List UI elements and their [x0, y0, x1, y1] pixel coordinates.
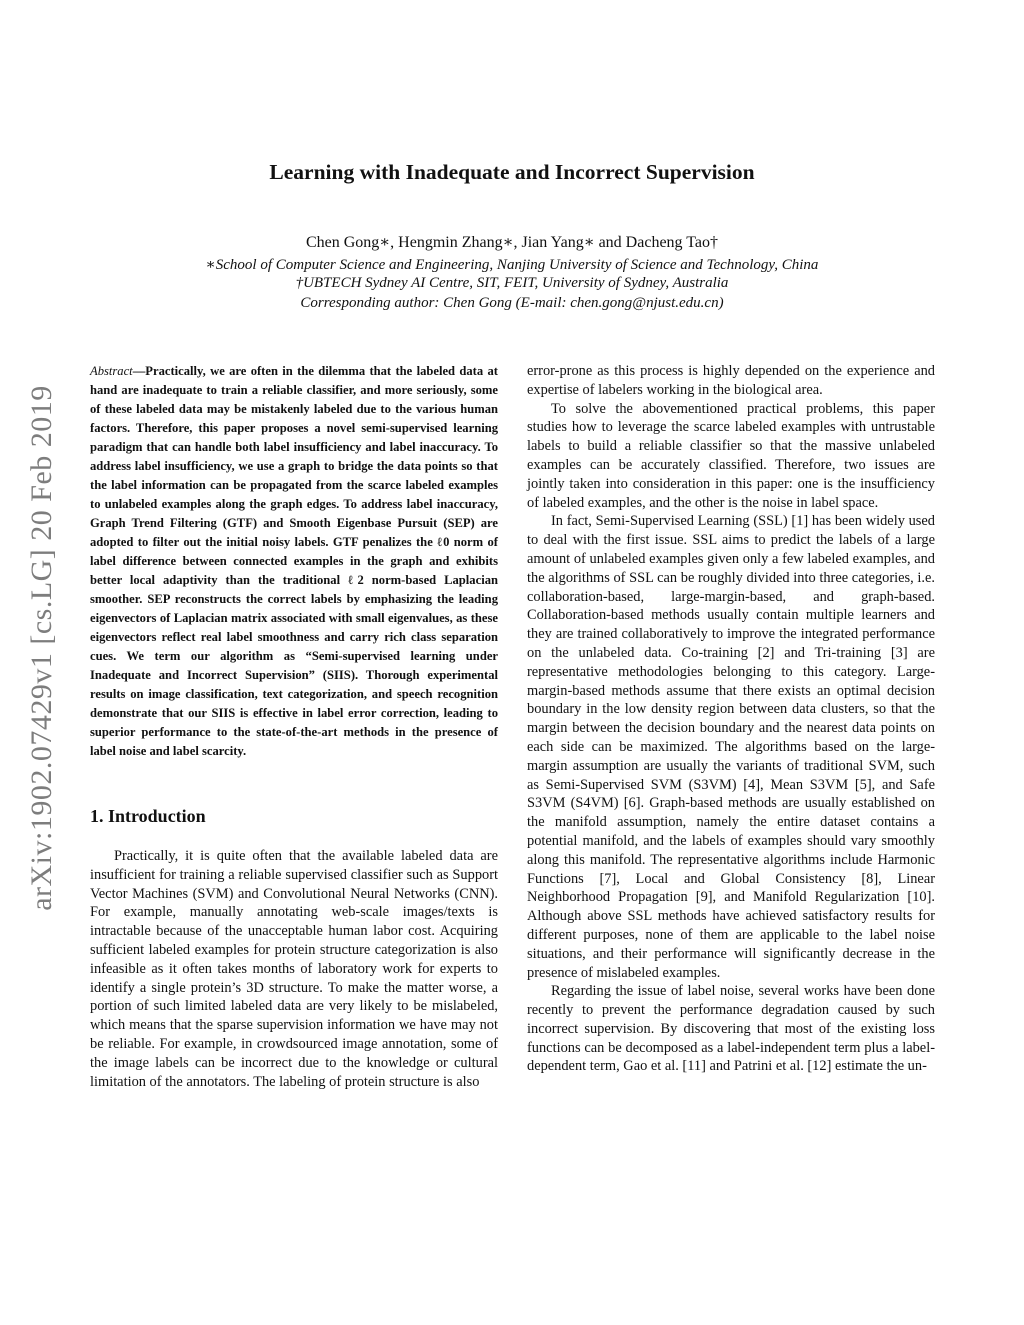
section-heading-introduction: 1. Introduction: [90, 806, 206, 826]
arxiv-identifier-stamp: [18, 358, 66, 938]
abstract: [90, 362, 498, 761]
intro-paragraph-2: To solve the abovementioned practical problems, this paper studies how to leverage the scarce labeled examples with untrustable labels to build a reliable classifier so that the massive unlabeled examples can be accurately classified. Therefore, two issues are jointly taken into consideration in this paper: one is the insufficiency of labeled examples, and the other is the noise in label space.: [527, 400, 935, 511]
intro-paragraph-4: Regarding the issue of label noise, several works have been done recently to prevent the performance degradation caused by such incorrect supervision. By discovering that most of the existing loss functions can be decomposed as a label-independent term plus a label-dependent term, Gao et al. [11] and Patrini et al. [12] estimate the un-: [527, 983, 935, 1075]
arxiv-identifier-text: arXiv:1902.07429v1 [cs.LG] 20 Feb 2019: [25, 385, 59, 911]
abstract-text: —Practically, we are often in the dilemma that the labeled data at hand are inadequate to train a reliable classifier, and more seriously, some of these labeled data may be mistakenly labeled due to the various human factors. Therefore, this paper proposes a novel semi-supervised learning paradigm that can handle both label insufficiency and label inaccuracy. To address label insufficiency, we use a graph to bridge the data points so that the label information can be propagated from the scarce labeled examples to unlabeled examples along the graph edges. To address label inaccuracy, Graph Trend Filtering (GTF) and Smooth Eigenbase Pursuit (SEP) are adopted to filter out the initial noisy labels. GTF penalizes the ℓ0 norm of label difference between connected examples in the graph and exhibits better local adaptivity than the traditional ℓ2 norm-based Laplacian smoother. SEP reconstructs the correct labels by emphasizing the leading eigenvectors of Laplacian matrix associated with small eigenvalues, as these eigenvectors reflect real label smoothness and carry rich class separation cues. We term our algorithm as “Semi-supervised learning under Inadequate and Incorrect Supervision” (SIIS). Thorough experimental results on image classification, text categorization, and speech recognition demonstrate that our SIIS is effective in label error correction, leading to superior performance to the state-of-the-art methods in the presence of label noise and label scarcity.: [90, 364, 498, 758]
left-column: [90, 362, 498, 1091]
affiliation-nanjing: ∗School of Computer Science and Engineering, Nanjing University of Science and Technology, China: [205, 257, 819, 273]
corresponding-author: Corresponding author: Chen Gong (E-mail: chen.gong@njust.edu.cn): [300, 295, 724, 311]
author-list: Chen Gong∗, Hengmin Zhang∗, Jian Yang∗ and Dacheng Tao†: [305, 234, 719, 251]
intro-paragraph-1: Practically, it is quite often that the available labeled data are insufficient for training a reliable supervised classifier such as Support Vector Machines (SVM) and Convolutional Neural Networks (CNN). For example, manually annotating web-scale images/texts is intractable because of the unacceptable human labor cost. Acquiring sufficient labeled examples for protein structure categorization is also infeasible as it often takes months of laboratory work for experts to identify a single protein’s 3D structure. To make the matter worse, a portion of such limited labeled data are very likely to be mislabeled, which means that the sparse supervision information we have may not be reliable. For example, in crowdsourced image annotation, some of the image labels can be incorrect due to the knowledge or cultural limitation of the annotators. The labeling of protein structure is also: [90, 848, 498, 1090]
intro-paragraph-continued: error-prone as this process is highly depended on the experience and expertise of labelers working in the biological area.: [527, 363, 935, 398]
abstract-label: Abstract: [90, 364, 133, 378]
intro-paragraph-3: In fact, Semi-Supervised Learning (SSL) [1] has been widely used to deal with the first issue. SSL aims to predict the labels of a large amount of unlabeled examples given only a few labeled examples, and the algorithms of SSL can be roughly divided into three categories, i.e. collaboration-based, large-margin-based, and graph-based. Collaboration-based methods usually contain multiple learners and they are trained collaboratively to improve the integrated performance on the unlabeled data. Co-training [2] and Tri-training [3] are representative methodologies belonging to this category. Large-margin-based methods assume that there exists an optimal decision boundary in the low density region between data clusters, so that the margin between the decision boundary and the nearest data points on each side can be maximized. The algorithms based on the large-margin assumption are usually the variants of traditional SVM, such as Semi-Supervised SVM (S3VM) [4], Mean S3VM [5], and Safe S3VM (S4VM) [6]. Graph-based methods are usually established on the manifold assumption, namely the entire dataset contains a potential manifold, and the labels of examples should vary smoothly along this manifold. The representative algorithms include Harmonic Functions [7], Local and Global Consistency [8], Linear Neighborhood Propagation [9], and Manifold Regularization [10]. Although above SSL methods have achieved satisfactory results for different purposes, none of them are applicable to the label noise situations, and their performance will significantly decrease in the presence of mislabeled examples.: [527, 513, 935, 981]
affiliation-sydney: †UBTECH Sydney AI Centre, SIT, FEIT, University of Sydney, Australia: [295, 275, 729, 291]
right-column: [527, 362, 935, 1076]
paper-title: Learning with Inadequate and Incorrect Supervision: [269, 160, 755, 184]
